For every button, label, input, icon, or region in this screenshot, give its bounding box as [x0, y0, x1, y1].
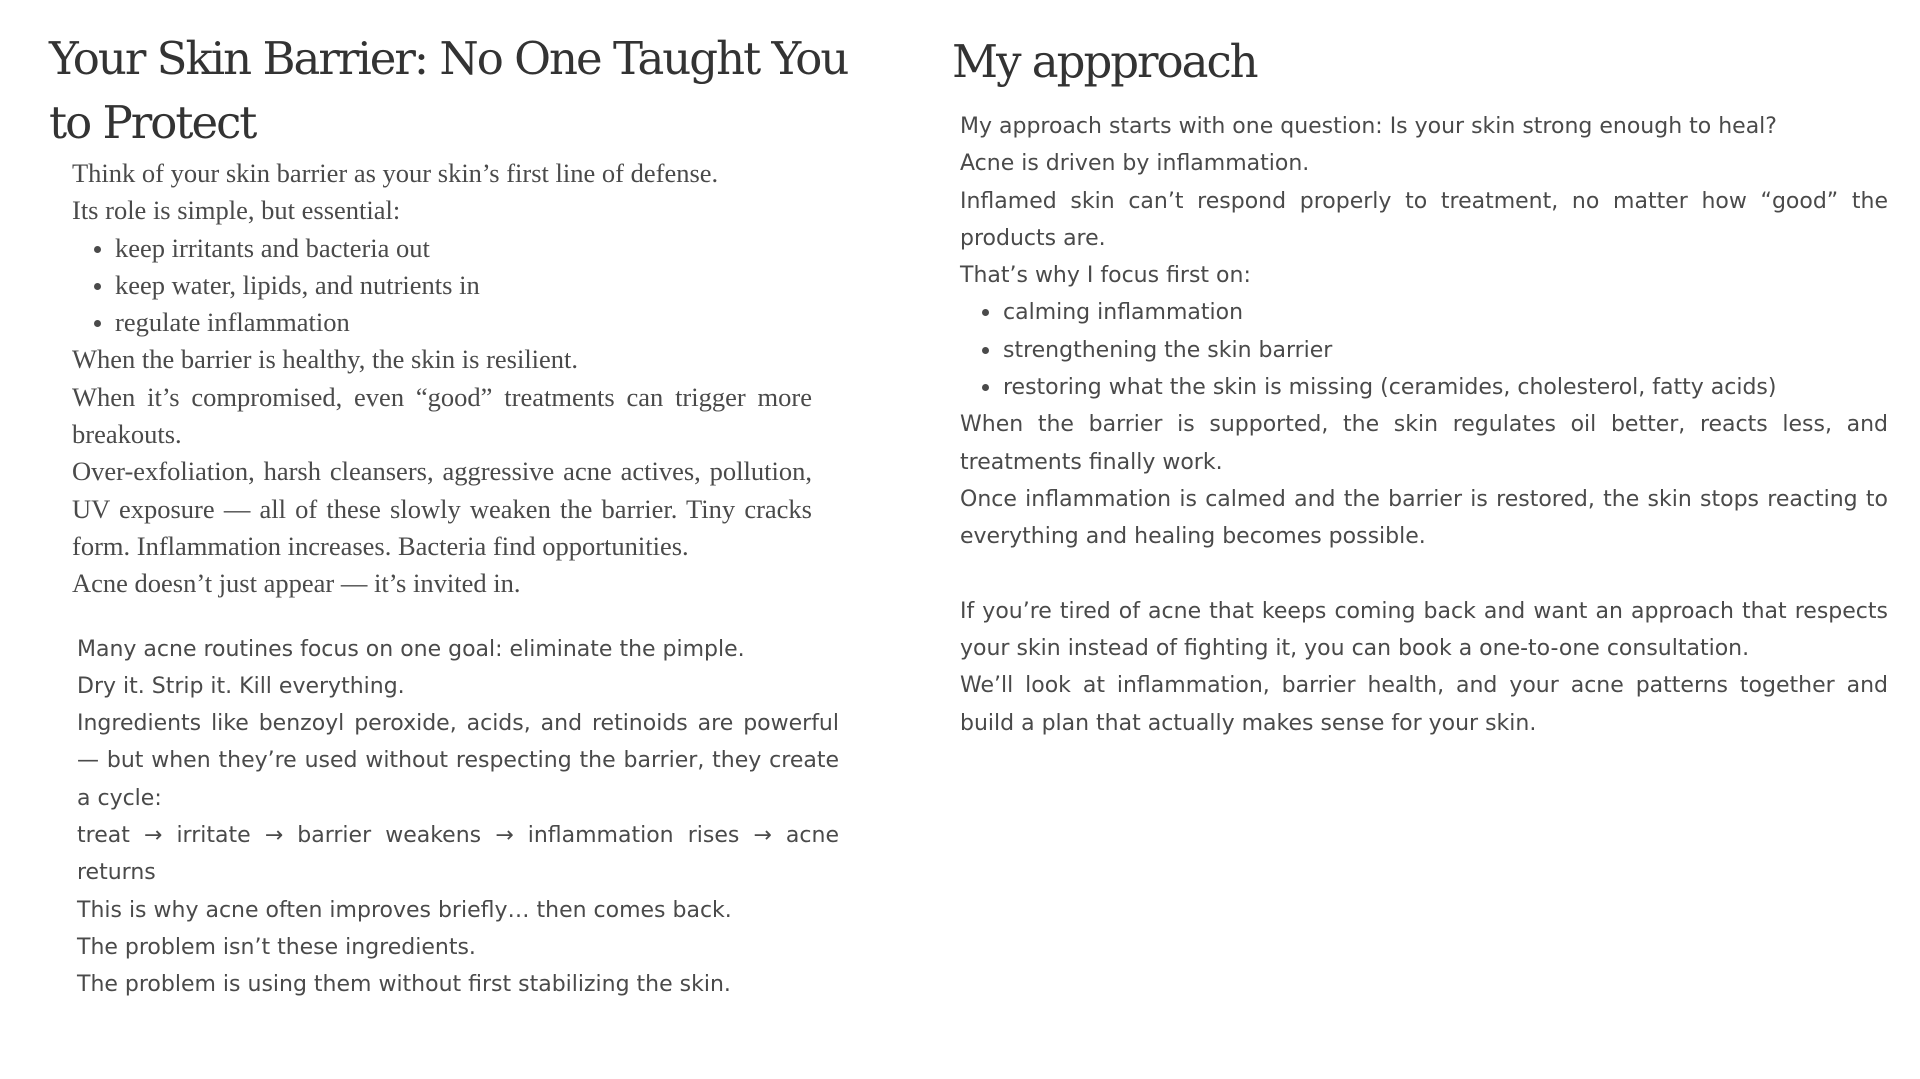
paragraph: treat → irritate → barrier weakens → inflammation rises → acne returns: [77, 823, 839, 886]
paragraph: Acne is driven by inflammation.: [960, 151, 1310, 177]
list-item: restoring what the skin is missing (ceramides, cholesterol, fatty acids): [960, 369, 1888, 406]
paragraph: Acne doesn’t just appear — it’s invited in.: [72, 568, 521, 599]
acne-routines-text: [77, 631, 839, 1004]
paragraph: Inflamed skin can’t respond properly to treatment, no matter how “good” the products are.: [960, 188, 1888, 251]
paragraph: When it’s compromised, even “good” treatments can trigger more breakouts.: [72, 381, 812, 450]
page-title-my-approach: My appproach: [952, 35, 1257, 88]
paragraph: Over-exfoliation, harsh cleansers, aggressive acne actives, pollution, UV exposure — all of these slowly weaken the barrier. Tiny cracks form. Inflammation increases. Bacteria find opportunities.: [72, 456, 812, 561]
list-item: regulate inflammation: [72, 304, 812, 341]
paragraph: Dry it. Strip it. Kill everything.: [77, 673, 405, 699]
list-item: keep irritants and bacteria out: [72, 230, 812, 267]
skin-barrier-text: [72, 155, 812, 603]
spacer: [960, 556, 1888, 593]
paragraph: Ingredients like benzoyl peroxide, acids, and retinoids are powerful — but when they’re used without respecting the barrier, they create a cycle:: [77, 711, 839, 811]
paragraph: Think of your skin barrier as your skin’s first line of defense.: [72, 158, 719, 188]
right-column: [952, 0, 1892, 742]
paragraph: When the barrier is supported, the skin regulates oil better, reacts less, and treatments finally work.: [960, 412, 1888, 475]
paragraph: Its role is simple, but essential:: [72, 195, 401, 226]
paragraph: That’s why I focus first on:: [960, 263, 1251, 289]
paragraph: We’ll look at inflammation, barrier health, and your acne patterns together and build a plan that actually makes sense for your skin.: [960, 673, 1888, 736]
page-title-skin-barrier: Your Skin Barrier: No One Taught You to Protect: [49, 32, 848, 149]
left-column: [49, 0, 869, 1004]
focus-list: [960, 294, 1888, 406]
barrier-roles-list: [72, 230, 812, 342]
paragraph: If you’re tired of acne that keeps coming back and want an approach that respects your skin instead of fighting it, you can book a one-to-one consultation.: [960, 598, 1888, 662]
paragraph: Once inflammation is calmed and the barrier is restored, the skin stops reacting to everything and healing becomes possible.: [960, 486, 1888, 550]
list-item: strengthening the skin barrier: [960, 332, 1888, 369]
paragraph: The problem is using them without first stabilizing the skin.: [77, 972, 731, 998]
paragraph: My approach starts with one question: Is your skin strong enough to heal?: [960, 114, 1777, 139]
list-item: calming inflammation: [960, 294, 1888, 331]
paragraph: Many acne routines focus on one goal: eliminate the pimple.: [77, 636, 745, 662]
paragraph: When the barrier is healthy, the skin is resilient.: [72, 344, 579, 375]
approach-text: [960, 108, 1888, 742]
list-item: keep water, lipids, and nutrients in: [72, 267, 812, 304]
paragraph: This is why acne often improves briefly… then comes back.: [77, 897, 732, 923]
paragraph: The problem isn’t these ingredients.: [77, 934, 476, 960]
